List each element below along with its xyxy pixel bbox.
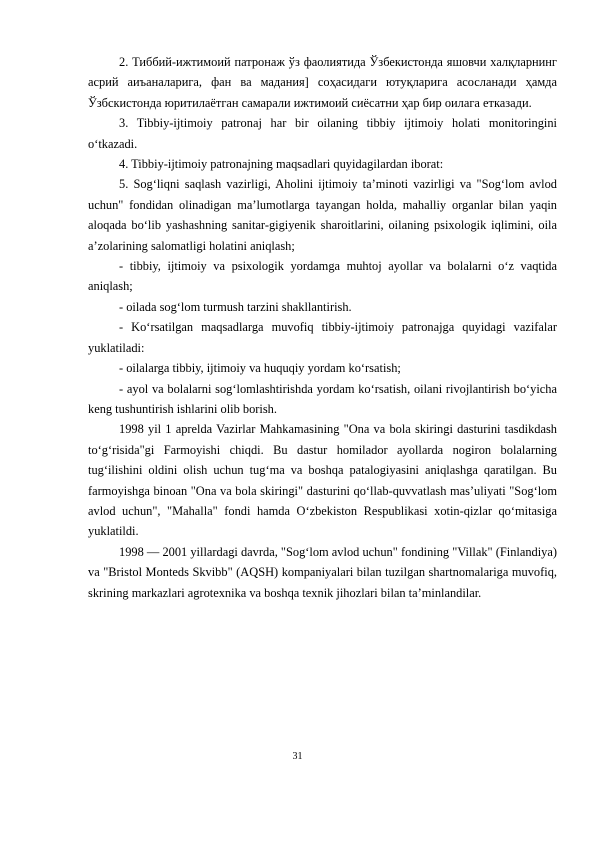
paragraph-goal-healthy-lifestyle: - oilada sog‘lom turmush tarzini shakllantirish. [119, 299, 352, 314]
document-page [88, 52, 557, 603]
paragraph-family-monitoring: 3. Tibbiy-ijtimoiy patronaj har bir oilaning tibbiy ijtimoiy holati monitoringini o‘tkazadi. [88, 116, 557, 151]
paragraph-task-assistance: - oilalarga tibbiy, ijtimoiy va huquqiy yordam ko‘rsatish; [119, 361, 401, 376]
paragraph-goal-assessment: 5. Sog‘liqni saqlash vazirligi, Aholini ijtimoiy ta’minoti vazirligi va "Sog‘lom avlod uchun" fondidan olinadigan ma’lumotlarga tayangan holda, mahalliy organlar bilan yaqin aloqada bo‘lib yashashning sanitar-gigiyenik sharoitlarini, oilaning psixologik iqlimini, oila a’zolarining salomatligi holatini aniqlash; [88, 177, 557, 253]
paragraph-screening-centers-1998-2001: 1998 — 2001 yillardagi davrda, "Sog‘lom avlod uchun" fondining "Villak" (Finlandiya) va "Bristol Monteds Skvibb" (AQSH) kompaniyalari bilan tuzilgan shartnomalariga muvofiq, skrining markazlari agrotexnika va boshqa texnik jihozlari bilan ta’minlandilar. [88, 544, 557, 600]
paragraph-goal-early-detection: - tibbiy, ijtimoiy va psixologik yordamga muhtoj ayollar va bolalarni o‘z vaqtida aniqlash; [88, 259, 557, 294]
paragraph-tasks-heading: - Ko‘rsatilgan maqsadlarga muvofiq tibbiy-ijtimoiy patronajga quyidagi vazifalar yuklatiladi: [88, 320, 557, 355]
page-number: 31 [292, 751, 303, 762]
paragraph-goals-heading: 4. Tibbiy-ijtimoiy patronajning maqsadlari quyidagilardan iborat: [119, 157, 444, 172]
paragraph-patronage-foundations: 2. Тиббий-ижтимоий патронаж ўз фаолиятида Ўзбекистонда яшовчи халқларнинг асрий аиъаналарига, фан ва мадания] соҳасидаги ютуқларига асосланади ҳамда Ўзбскистонда юритилаётган самарали ижтимоий сиёсатни ҳар бир оилага етказади. [88, 55, 557, 110]
paragraph-screening-order-1998: 1998 yil 1 aprelda Vazirlar Mahkamasining "Ona va bola skiringi dasturini tasdikdash to‘g‘risida"gi Farmoyishi chiqdi. Bu dastur homilador ayollarda nogiron bolalarning tug‘ilishini oldini olish uchun tug‘ma va boshqa patalogiyasini aniqlashga qaratilgan. Bu farmoyishga binoan "Ona va bola skiringi" dasturini qo‘llab-quvvatlash mas’uliyati "Sog‘lom avlod uchun", "Mahalla" fondi hamda O‘zbekiston Respublikasi xotin-qizlar qo‘mitasiga yuklatildi. [88, 422, 557, 539]
paragraph-task-health-improvement: - ayol va bolalarni sog‘lomlashtirishda yordam ko‘rsatish, oilani rivojlantirish bo‘yicha keng tushuntirish ishlarini olib borish. [88, 381, 557, 416]
